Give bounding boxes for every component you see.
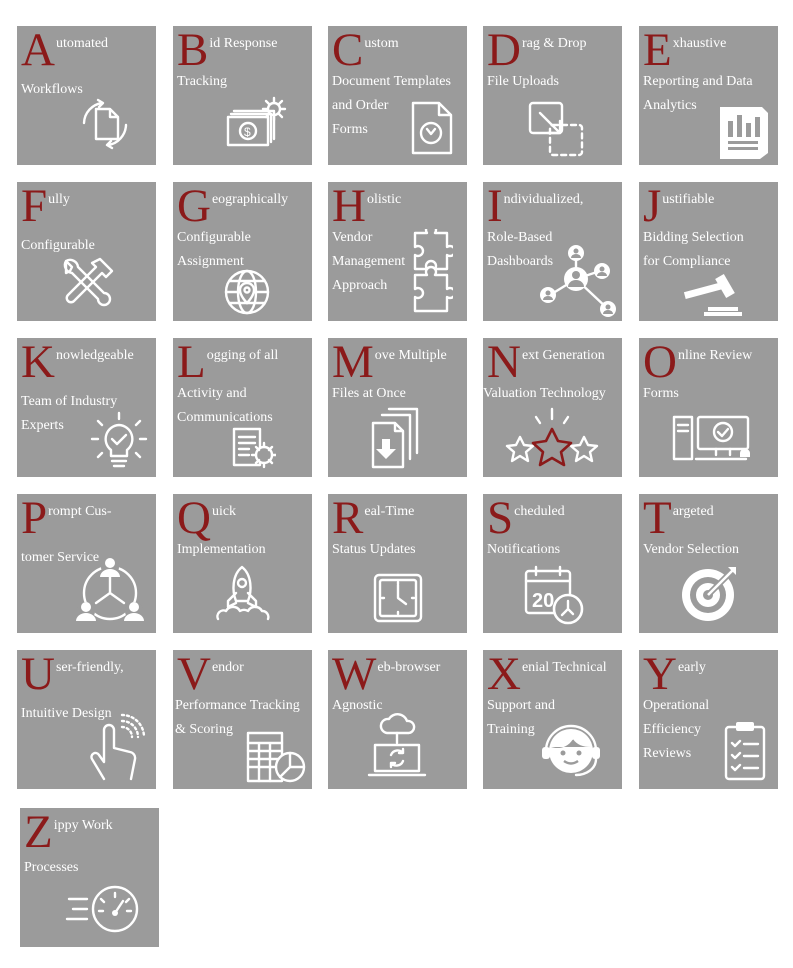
lightbulb-check-icon — [90, 411, 148, 471]
tools-icon — [56, 255, 116, 315]
tile-title: ippy Work — [53, 818, 113, 833]
tile-letter: D — [487, 26, 521, 76]
tile-title: olistic — [366, 192, 402, 207]
tile-letter: U — [21, 650, 55, 700]
tile-quick-implementation — [173, 494, 312, 633]
computer-check-icon — [670, 413, 754, 463]
globe-pin-icon — [222, 267, 272, 317]
tile-subtitle: Reporting and Data Analytics — [643, 74, 753, 113]
tile-subtitle: Notifications — [487, 542, 561, 557]
tile-letter: O — [643, 338, 677, 388]
tile-zippy-work — [20, 808, 159, 947]
tile-holistic-vendor — [328, 182, 467, 321]
document-cycle-icon — [74, 93, 136, 155]
tile-logging-activity — [173, 338, 312, 477]
money-gear-icon — [222, 95, 290, 155]
tile-letter: X — [487, 650, 521, 700]
tile-subtitle: Role-Based Dashboards — [487, 230, 554, 269]
tile-subtitle: Document Templates and Order Forms — [332, 74, 451, 137]
tile-title: utomated — [55, 36, 109, 51]
puzzle-icon — [409, 229, 453, 315]
tile-letter: K — [21, 338, 55, 388]
tile-letter: Y — [643, 650, 677, 700]
tile-letter: C — [332, 26, 364, 76]
tile-letter: Z — [24, 808, 53, 858]
rocket-icon — [212, 563, 272, 625]
target-icon — [680, 563, 740, 623]
tile-scheduled-notifications — [483, 494, 622, 633]
tile-title: ogging of all — [206, 348, 279, 363]
star-rating-icon — [502, 405, 602, 471]
network-users-icon — [534, 235, 618, 319]
tile-custom-document — [328, 26, 467, 165]
tile-title: early — [677, 660, 706, 675]
gavel-icon — [680, 273, 748, 317]
tile-subtitle: Activity and Communications — [177, 386, 273, 425]
tile-letter: G — [177, 182, 211, 232]
multiple-files-icon — [369, 405, 421, 471]
tile-title: argeted — [672, 504, 714, 519]
tile-title: xhaustive — [672, 36, 727, 51]
tile-letter: L — [177, 338, 206, 388]
document-gear-icon — [230, 425, 276, 469]
tile-letter: F — [21, 182, 48, 232]
table-pie-icon — [244, 729, 308, 785]
tile-subtitle: Files at Once — [332, 386, 406, 401]
tile-title: eal-Time — [364, 504, 415, 519]
svg-text:$: $ — [244, 125, 251, 139]
tile-title: ndividualized, — [503, 192, 584, 207]
tile-title: nowledgeable — [55, 348, 134, 363]
tile-letter: A — [21, 26, 55, 76]
tile-letter: S — [487, 494, 514, 544]
tile-title: ustifiable — [662, 192, 715, 207]
tile-title: ext Generation — [521, 348, 605, 363]
report-chart-icon — [716, 101, 770, 161]
tile-letter: H — [332, 182, 366, 232]
tile-yearly-operational — [639, 650, 778, 789]
tile-letter: W — [332, 650, 377, 700]
tile-xenial-technical — [483, 650, 622, 789]
tile-web-browser-agnostic — [328, 650, 467, 789]
tile-user-friendly — [17, 650, 156, 789]
tile-exhaustive-reporting — [639, 26, 778, 165]
tile-subtitle: Support and Training — [487, 698, 556, 737]
tile-targeted-vendor — [639, 494, 778, 633]
tile-geographically — [173, 182, 312, 321]
tile-subtitle: Valuation Technology — [483, 386, 606, 401]
clock-icon — [371, 571, 425, 625]
document-wrench-icon — [407, 99, 457, 157]
tile-subtitle: Agnostic — [332, 698, 383, 713]
tile-subtitle: Operational Efficiency Reviews — [643, 698, 710, 761]
tile-letter: J — [643, 182, 662, 232]
tile-letter: Q — [177, 494, 211, 544]
tile-letter: R — [332, 494, 364, 544]
tile-next-generation — [483, 338, 622, 477]
tile-online-review — [639, 338, 778, 477]
tile-title: rag & Drop — [521, 36, 587, 51]
tile-title: enial Technical — [521, 660, 607, 675]
tile-prompt-customer-service — [17, 494, 156, 633]
tile-letter: T — [643, 494, 672, 544]
svg-text:20: 20 — [532, 590, 555, 612]
tile-subtitle: Vendor Management Approach — [332, 230, 406, 293]
tile-title: ully — [48, 192, 70, 207]
tile-letter: N — [487, 338, 521, 388]
tile-letter: B — [177, 26, 209, 76]
tile-fully-configurable — [17, 182, 156, 321]
tile-subtitle: Intuitive Design — [21, 706, 112, 721]
tile-drag-drop — [483, 26, 622, 165]
tile-subtitle: Configurable — [21, 238, 95, 253]
support-agent-icon — [540, 721, 602, 783]
tile-justifiable-bidding — [639, 182, 778, 321]
tile-subtitle: Performance Tracking & Scoring — [175, 698, 300, 737]
tile-vendor-performance — [173, 650, 312, 789]
tile-subtitle: Vendor Selection — [643, 542, 740, 557]
tile-title: endor — [211, 660, 244, 675]
tile-subtitle: Team of Industry Experts — [21, 394, 118, 433]
tile-title: ove Multiple — [374, 348, 447, 363]
tile-title: cheduled — [514, 504, 565, 519]
tile-title: nline Review — [677, 348, 753, 363]
tile-title: id Response — [209, 36, 278, 51]
tile-subtitle: Status Updates — [332, 542, 416, 557]
tile-subtitle: Bidding Selection for Compliance — [643, 230, 744, 269]
hand-tap-icon — [86, 713, 148, 785]
tile-subtitle: Processes — [24, 860, 79, 875]
tile-letter: V — [177, 650, 211, 700]
cloud-laptop-icon — [365, 711, 429, 781]
tile-title: eographically — [211, 192, 289, 207]
tile-letter: E — [643, 26, 672, 76]
tile-title: uick — [211, 504, 237, 519]
tile-title: eb-browser — [377, 660, 441, 675]
tile-title: ser-friendly, — [55, 660, 124, 675]
tile-subtitle: Workflows — [21, 82, 83, 97]
tile-subtitle: Tracking — [177, 74, 228, 89]
tile-automated-workflows — [17, 26, 156, 165]
tile-letter: M — [332, 338, 374, 388]
tile-bid-response — [173, 26, 312, 165]
tile-knowledgeable-team — [17, 338, 156, 477]
speedometer-icon — [65, 879, 143, 935]
tile-move-multiple-files — [328, 338, 467, 477]
checklist-icon — [722, 719, 768, 783]
drag-drop-icon — [526, 99, 586, 159]
tile-subtitle: Implementation — [177, 542, 266, 557]
calendar-clock-icon — [522, 563, 586, 627]
tile-letter: I — [487, 182, 503, 232]
tile-title: ustom — [364, 36, 399, 51]
tile-subtitle: Forms — [643, 386, 679, 401]
tile-subtitle: Configurable Assignment — [177, 230, 251, 269]
tile-letter: P — [21, 494, 48, 544]
tile-real-time-status — [328, 494, 467, 633]
tile-subtitle: tomer Service — [21, 550, 100, 565]
tile-individualized — [483, 182, 622, 321]
customer-service-icon — [72, 553, 148, 629]
tile-subtitle: File Uploads — [487, 74, 559, 89]
tile-title: rompt Cus- — [48, 504, 112, 519]
